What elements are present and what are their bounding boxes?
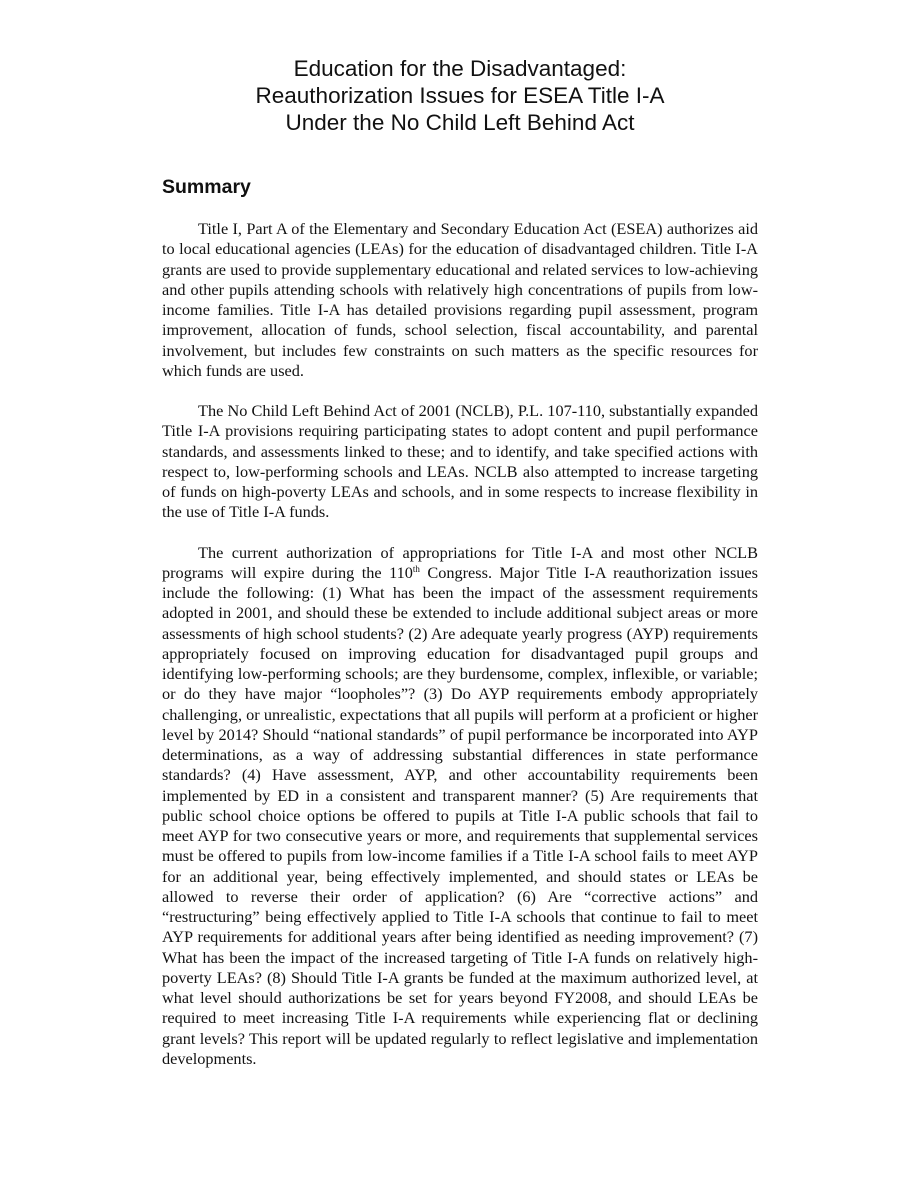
summary-paragraph-3 bbox=[162, 543, 758, 1070]
paragraph-3-rest: Congress. Major Title I-A reauthorization issues include the following: (1) What has been the impact of the assessment requirements adopted in 2001, and should these be extended to include additional subject areas or more assessments of high school students? (2) Are adequate yearly progress (AYP) requirements appropriately focused on improving education for disadvantaged pupil groups and identifying low-performing schools; are they burdensome, complex, inflexible, or variable; or do they have major “loopholes”? (3) Do AYP requirements embody appropriately challenging, or unrealistic, expectations that all pupils will perform at a proficient or higher level by 2014? Should “national standards” of pupil performance be incorporated into AYP determinations, as a way of addressing substantial differences in state performance standards? (4) Have assessment, AYP, and other accountability requirements been implemented by ED in a consistent and transparent manner? (5) Are requirements that public school choice options be offered to pupils at Title I-A public schools that fail to meet AYP for two consecutive years or more, and requirements that supplemental services must be offered to pupils from low-income families if a Title I-A school fails to meet AYP for an additional year, being effectively implemented, and should states or LEAs be allowed to reverse their order of application? (6) Are “corrective actions” and “restructuring” being effectively applied to Title I-A schools that continue to fail to meet AYP requirements for additional years after being identified as needing improvement? (7) What has been the impact of the increased targeting of Title I-A funds on relatively high-poverty LEAs? (8) Should Title I-A grants be funded at the maximum authorized level, at what level should authorizations be set for years beyond FY2008, and should LEAs be required to meet increasing Title I-A requirements while experiencing flat or declining grant levels? This report will be updated regularly to reflect legislative and implementation developments. bbox=[162, 562, 758, 1068]
document-title bbox=[0, 55, 920, 136]
summary-paragraph-1: Title I, Part A of the Elementary and Secondary Education Act (ESEA) authorizes aid to local educational agencies (LEAs) for the education of disadvantaged children. Title I-A grants are used to provide supplementary educational and related services to low-achieving and other pupils attending schools with relatively high concentrations of pupils from low-income families. Title I-A has detailed provisions regarding pupil assessment, program improvement, allocation of funds, school selection, fiscal accountability, and parental involvement, but includes few constraints on such matters as the specific resources for which funds are used. bbox=[162, 219, 758, 380]
ordinal-superscript: th bbox=[412, 563, 420, 574]
section-heading-summary: Summary bbox=[162, 176, 251, 198]
title-line-2: Reauthorization Issues for ESEA Title I-A bbox=[255, 83, 665, 108]
summary-paragraph-2: The No Child Left Behind Act of 2001 (NCLB), P.L. 107-110, substantially expanded Title I-A provisions requiring participating states to adopt content and pupil performance standards, and assessments linked to these; and to identify, and take specified actions with respect to, low-performing schools and LEAs. NCLB also attempted to increase targeting of funds on high-poverty LEAs and schools, and in some respects to increase flexibility in the use of Title I-A funds. bbox=[162, 401, 758, 522]
title-line-3: Under the No Child Left Behind Act bbox=[285, 110, 635, 135]
paragraph-3-lead: The current authorization of appropriations for Title I-A and most other NCLB programs will expire during the 110 bbox=[162, 542, 758, 582]
summary-body bbox=[162, 219, 758, 1089]
title-line-1: Education for the Disadvantaged: bbox=[293, 56, 627, 81]
